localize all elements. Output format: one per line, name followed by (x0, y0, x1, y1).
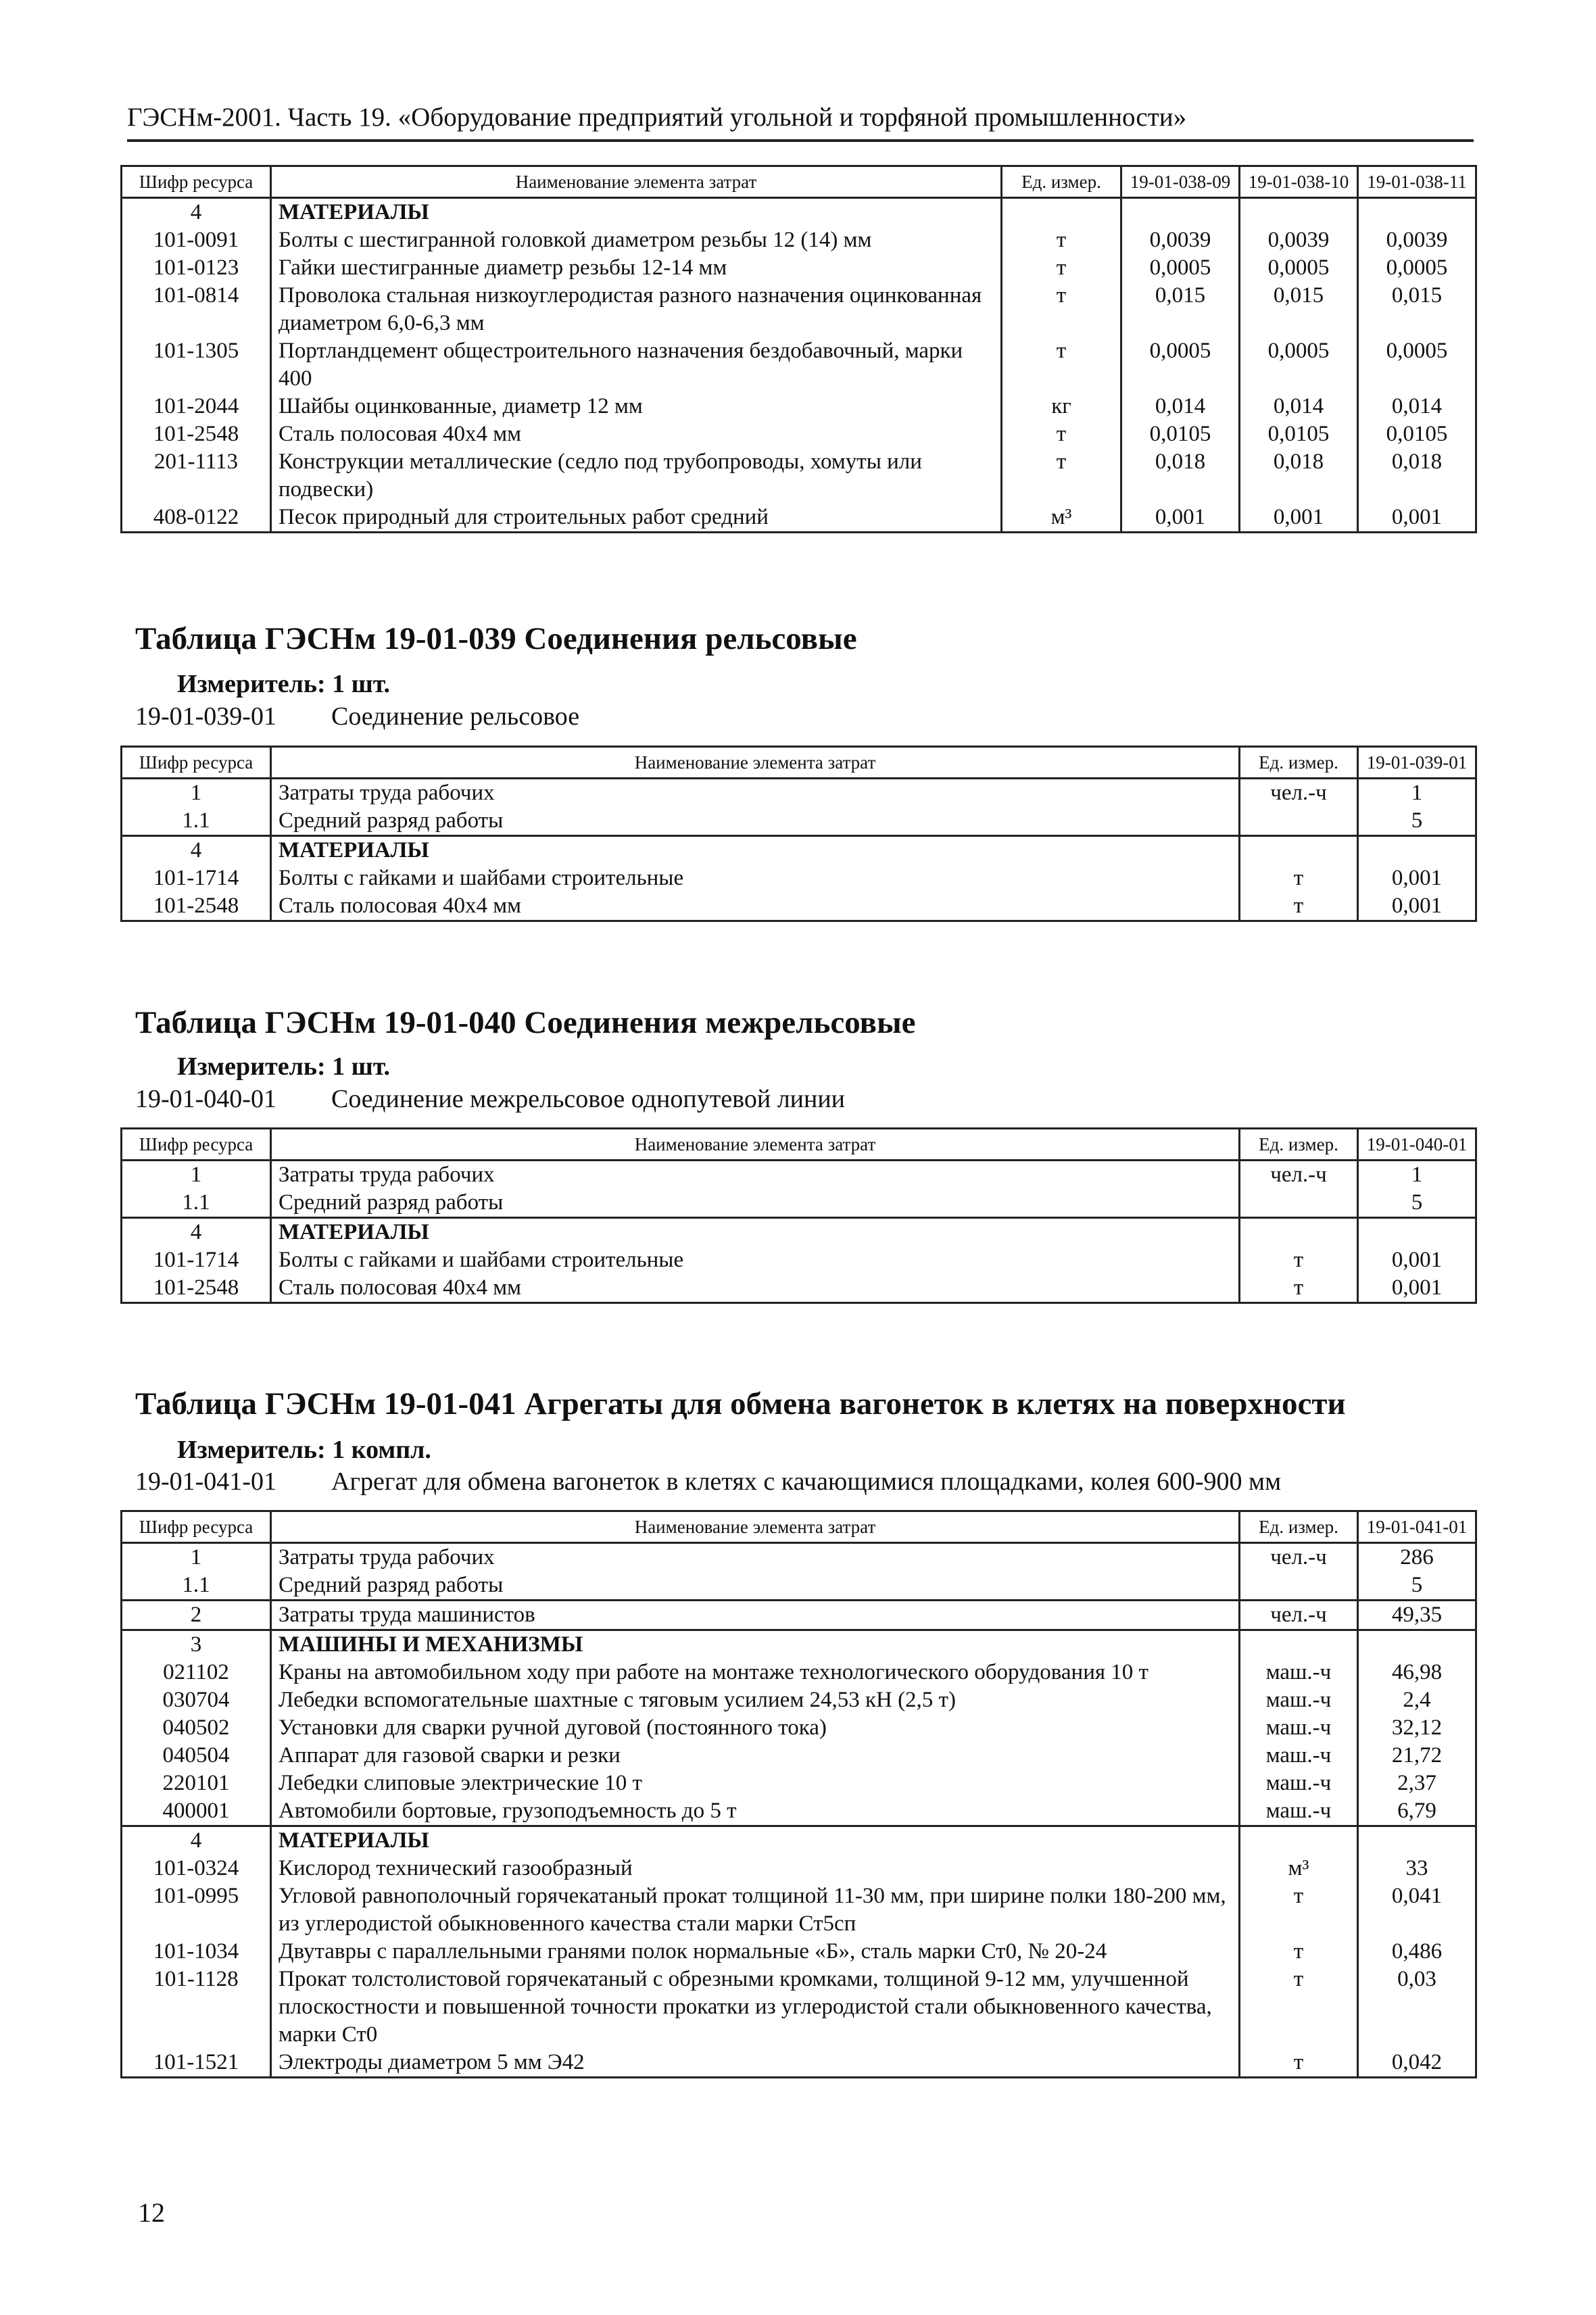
resource-code: 101-1034 (122, 1938, 271, 1966)
value: 6,79 (1358, 1797, 1476, 1826)
value: 0,0039 (1121, 226, 1240, 254)
norm-code: 19-01-040-01 (135, 1085, 276, 1113)
col-header-code: Шифр ресурса (122, 166, 271, 198)
table-row (122, 1601, 1476, 1630)
col-header-code: Шифр ресурса (122, 1511, 271, 1543)
resource-code: 030704 (122, 1686, 271, 1714)
value: 0,001 (1358, 1246, 1476, 1274)
measure-unit: Измеритель: 1 шт. (177, 670, 391, 698)
resource-name: Лебедки слиповые электрические 10 т (271, 1770, 1240, 1797)
section-code: 4 (122, 198, 271, 227)
table-row (122, 1161, 1476, 1190)
resource-name: Сталь полосовая 40х4 мм (271, 1274, 1240, 1303)
col-header-unit: Ед. измер. (1002, 166, 1121, 198)
resource-code: 400001 (122, 1797, 271, 1826)
unit: т (1240, 2049, 1358, 2078)
value: 0,0039 (1358, 226, 1476, 254)
unit: м³ (1002, 504, 1121, 533)
table-title: Таблица ГЭСНм 19-01-040 Соединения межрельсовые (135, 1005, 916, 1040)
value: 0,018 (1240, 448, 1358, 504)
value: 0,0005 (1240, 254, 1358, 282)
table-row (122, 807, 1476, 836)
col-header-rate: 19-01-038-09 (1121, 166, 1240, 198)
resource-name: Кислород технический газообразный (271, 1855, 1240, 1882)
table-040 (120, 1127, 1477, 1304)
unit: кг (1002, 393, 1121, 420)
value: 0,001 (1121, 504, 1240, 533)
table-row (122, 864, 1476, 892)
table-row (122, 448, 1476, 504)
value: 0,014 (1240, 393, 1358, 420)
unit: т (1002, 254, 1121, 282)
value: 0,015 (1240, 282, 1358, 337)
norm-name: Агрегат для обмена вагонеток в клетях с качающимися площадками, колея 600-900 мм (331, 1467, 1282, 1496)
norm-name: Соединение рельсовое (331, 702, 580, 731)
value: 0,001 (1358, 504, 1476, 533)
table-row (122, 1246, 1476, 1274)
value: 0,0005 (1358, 254, 1476, 282)
norm-code: 19-01-041-01 (135, 1467, 276, 1496)
resource-code: 101-1521 (122, 2049, 271, 2078)
unit: чел.-ч (1240, 779, 1358, 808)
unit: маш.-ч (1240, 1797, 1358, 1826)
table-row (122, 1571, 1476, 1601)
unit (1240, 1189, 1358, 1218)
unit: маш.-ч (1240, 1686, 1358, 1714)
resource-code: 101-0995 (122, 1882, 271, 1938)
section-label: МАТЕРИАЛЫ (271, 198, 1002, 227)
resource-code: 201-1113 (122, 448, 271, 504)
resource-name: Электроды диаметром 5 мм Э42 (271, 2049, 1240, 2078)
resource-name: Двутавры с параллельными гранями полок нормальные «Б», сталь марки Ст0, № 20-24 (271, 1938, 1240, 1966)
value: 0,041 (1358, 1882, 1476, 1938)
section-code: 4 (122, 1826, 271, 1855)
resource-code: 101-1714 (122, 864, 271, 892)
resource-code: 1.1 (122, 1571, 271, 1601)
resource-code: 1 (122, 779, 271, 808)
table-row (122, 1189, 1476, 1218)
table-row (122, 1882, 1476, 1938)
unit: маш.-ч (1240, 1659, 1358, 1686)
value: 286 (1358, 1543, 1476, 1572)
table-039 (120, 746, 1477, 922)
unit: т (1002, 420, 1121, 448)
resource-code: 1 (122, 1161, 271, 1190)
value: 0,001 (1240, 504, 1358, 533)
resource-name: Затраты труда рабочих (271, 1161, 1240, 1190)
value: 0,018 (1358, 448, 1476, 504)
unit: чел.-ч (1240, 1543, 1358, 1572)
value: 0,015 (1358, 282, 1476, 337)
col-header-name: Наименование элемента затрат (271, 747, 1240, 779)
col-header-rate: 19-01-038-10 (1240, 166, 1358, 198)
table-title: Таблица ГЭСНм 19-01-039 Соединения рельсовые (135, 621, 857, 656)
unit: т (1240, 1882, 1358, 1938)
value: 1 (1358, 779, 1476, 808)
table-row (122, 254, 1476, 282)
resource-name: Конструкции металлические (седло под трубопроводы, хомуты или подвески) (271, 448, 1002, 504)
value: 0,0105 (1240, 420, 1358, 448)
resource-code: 101-1305 (122, 337, 271, 393)
resource-code: 1.1 (122, 1189, 271, 1218)
table-row (122, 1938, 1476, 1966)
resource-code: 1 (122, 1543, 271, 1572)
unit (1240, 807, 1358, 836)
table-row (122, 1797, 1476, 1826)
value: 0,001 (1358, 892, 1476, 921)
table-title: Таблица ГЭСНм 19-01-041 Агрегаты для обмена вагонеток в клетях на поверхности (135, 1386, 1346, 1421)
resource-name: Болты с шестигранной головкой диаметром резьбы 12 (14) мм (271, 226, 1002, 254)
unit: т (1002, 448, 1121, 504)
resource-name: Средний разряд работы (271, 1189, 1240, 1218)
resource-name: Затраты труда машинистов (271, 1601, 1240, 1630)
value: 5 (1358, 1571, 1476, 1601)
value: 0,018 (1121, 448, 1240, 504)
value: 5 (1358, 807, 1476, 836)
section-label: МАТЕРИАЛЫ (271, 836, 1240, 865)
resource-name: Средний разряд работы (271, 807, 1240, 836)
table-038-materials (120, 165, 1477, 533)
col-header-unit: Ед. измер. (1240, 1511, 1358, 1543)
table-row (122, 1742, 1476, 1770)
unit: т (1002, 337, 1121, 393)
col-header-rate: 19-01-038-11 (1358, 166, 1476, 198)
resource-name: Гайки шестигранные диаметр резьбы 12-14 мм (271, 254, 1002, 282)
unit: чел.-ч (1240, 1601, 1358, 1630)
resource-name: Проволока стальная низкоуглеродистая разного назначения оцинкованная диаметром 6,0-6,3 мм (271, 282, 1002, 337)
section-row (122, 1218, 1476, 1247)
resource-code: 101-2548 (122, 892, 271, 921)
table-row (122, 1714, 1476, 1742)
section-code: 4 (122, 836, 271, 865)
resource-name: Установки для сварки ручной дуговой (постоянного тока) (271, 1714, 1240, 1742)
value: 21,72 (1358, 1742, 1476, 1770)
value: 0,014 (1358, 393, 1476, 420)
resource-name: Угловой равнополочный горячекатаный прокат толщиной 11-30 мм, при ширине полки 180-200 мм, из углеродистой обыкновенного качества стали марки Ст5сп (271, 1882, 1240, 1938)
value: 0,014 (1121, 393, 1240, 420)
unit: т (1240, 1246, 1358, 1274)
table-row (122, 226, 1476, 254)
resource-name: Автомобили бортовые, грузоподъемность до 5 т (271, 1797, 1240, 1826)
resource-name: Прокат толстолистовой горячекатаный с обрезными кромками, толщиной 9-12 мм, улучшенной плоскостности и повышенной точности прокатки из углеродистой стали обыкновенного качества, марки Ст0 (271, 1966, 1240, 2049)
section-code: 3 (122, 1630, 271, 1659)
col-header-code: Шифр ресурса (122, 1129, 271, 1161)
table-row (122, 282, 1476, 337)
col-header-rate: 19-01-040-01 (1358, 1129, 1476, 1161)
unit: маш.-ч (1240, 1714, 1358, 1742)
value: 33 (1358, 1855, 1476, 1882)
norm-code: 19-01-039-01 (135, 702, 276, 731)
section-code: 4 (122, 1218, 271, 1247)
norm-item (135, 1467, 1281, 1496)
value: 32,12 (1358, 1714, 1476, 1742)
norm-name: Соединение межрельсовое однопутевой линии (331, 1085, 845, 1113)
resource-code: 040504 (122, 1742, 271, 1770)
section-row (122, 836, 1476, 865)
col-header-name: Наименование элемента затрат (271, 1511, 1240, 1543)
resource-name: Болты с гайками и шайбами строительные (271, 1246, 1240, 1274)
section-row (122, 1826, 1476, 1855)
resource-code: 220101 (122, 1770, 271, 1797)
col-header-rate: 19-01-039-01 (1358, 747, 1476, 779)
resource-code: 101-2548 (122, 1274, 271, 1303)
section-label: МАТЕРИАЛЫ (271, 1826, 1240, 1855)
table-row (122, 2049, 1476, 2078)
value: 0,001 (1358, 1274, 1476, 1303)
resource-code: 101-0123 (122, 254, 271, 282)
resource-code: 021102 (122, 1659, 271, 1686)
unit: т (1002, 282, 1121, 337)
col-header-code: Шифр ресурса (122, 747, 271, 779)
resource-code: 101-2044 (122, 393, 271, 420)
unit: т (1240, 1274, 1358, 1303)
resource-name: Затраты труда рабочих (271, 779, 1240, 808)
table-row (122, 1543, 1476, 1572)
measure-unit: Измеритель: 1 компл. (177, 1436, 431, 1464)
value: 0,0005 (1121, 254, 1240, 282)
resource-name: Сталь полосовая 40х4 мм (271, 420, 1002, 448)
section-label: МАТЕРИАЛЫ (271, 1218, 1240, 1247)
resource-name: Песок природный для строительных работ средний (271, 504, 1002, 533)
table-row (122, 337, 1476, 393)
value: 0,0005 (1240, 337, 1358, 393)
section-row (122, 1630, 1476, 1659)
value: 0,042 (1358, 2049, 1476, 2078)
resource-code: 101-2548 (122, 420, 271, 448)
value: 0,0005 (1121, 337, 1240, 393)
value: 1 (1358, 1161, 1476, 1190)
resource-name: Портландцемент общестроительного назначения бездобавочный, марки 400 (271, 337, 1002, 393)
resource-name: Краны на автомобильном ходу при работе на монтаже технологического оборудования 10 т (271, 1659, 1240, 1686)
resource-code: 101-1714 (122, 1246, 271, 1274)
col-header-unit: Ед. измер. (1240, 1129, 1358, 1161)
resource-name: Сталь полосовая 40х4 мм (271, 892, 1240, 921)
table-row (122, 420, 1476, 448)
unit: м³ (1240, 1855, 1358, 1882)
table-row (122, 1274, 1476, 1303)
unit: маш.-ч (1240, 1742, 1358, 1770)
table-row (122, 1966, 1476, 2049)
norm-item (135, 1084, 845, 1114)
table-row (122, 1770, 1476, 1797)
table-header-row (122, 747, 1476, 779)
resource-code: 408-0122 (122, 504, 271, 533)
value: 0,486 (1358, 1938, 1476, 1966)
table-header-row (122, 166, 1476, 198)
unit: т (1002, 226, 1121, 254)
unit: т (1240, 1938, 1358, 1966)
value: 0,015 (1121, 282, 1240, 337)
resource-code: 101-0814 (122, 282, 271, 337)
resource-name: Шайбы оцинкованные, диаметр 12 мм (271, 393, 1002, 420)
value: 0,0039 (1240, 226, 1358, 254)
norm-item (135, 702, 579, 731)
value: 2,4 (1358, 1686, 1476, 1714)
value: 0,03 (1358, 1966, 1476, 2049)
table-row (122, 1686, 1476, 1714)
value: 0,0005 (1358, 337, 1476, 393)
unit: т (1240, 1966, 1358, 2049)
value: 2,37 (1358, 1770, 1476, 1797)
unit: т (1240, 892, 1358, 921)
col-header-unit: Ед. измер. (1240, 747, 1358, 779)
table-row (122, 779, 1476, 808)
resource-code: 040502 (122, 1714, 271, 1742)
unit: маш.-ч (1240, 1770, 1358, 1797)
table-header-row (122, 1129, 1476, 1161)
value: 0,001 (1358, 864, 1476, 892)
page-number: 12 (138, 2197, 165, 2228)
col-header-rate: 19-01-041-01 (1358, 1511, 1476, 1543)
table-row (122, 504, 1476, 533)
unit: чел.-ч (1240, 1161, 1358, 1190)
resource-name: Аппарат для газовой сварки и резки (271, 1742, 1240, 1770)
unit (1240, 1571, 1358, 1601)
running-header: ГЭСНм-2001. Часть 19. «Оборудование предприятий угольной и торфяной промышленности» (127, 100, 1474, 142)
resource-code: 1.1 (122, 807, 271, 836)
table-row (122, 892, 1476, 921)
resource-name: Средний разряд работы (271, 1571, 1240, 1601)
table-row (122, 393, 1476, 420)
resource-name: Болты с гайками и шайбами строительные (271, 864, 1240, 892)
resource-code: 101-0091 (122, 226, 271, 254)
unit: т (1240, 864, 1358, 892)
table-header-row (122, 1511, 1476, 1543)
col-header-name: Наименование элемента затрат (271, 1129, 1240, 1161)
measure-unit: Измеритель: 1 шт. (177, 1052, 391, 1081)
section-label: МАШИНЫ И МЕХАНИЗМЫ (271, 1630, 1240, 1659)
table-row (122, 1855, 1476, 1882)
col-header-name: Наименование элемента затрат (271, 166, 1002, 198)
value: 0,0105 (1358, 420, 1476, 448)
resource-name: Лебедки вспомогательные шахтные с тяговым усилием 24,53 кН (2,5 т) (271, 1686, 1240, 1714)
table-row (122, 1659, 1476, 1686)
resource-code: 101-1128 (122, 1966, 271, 2049)
resource-name: Затраты труда рабочих (271, 1543, 1240, 1572)
value: 49,35 (1358, 1601, 1476, 1630)
value: 5 (1358, 1189, 1476, 1218)
section-row (122, 198, 1476, 227)
resource-code: 101-0324 (122, 1855, 271, 1882)
value: 46,98 (1358, 1659, 1476, 1686)
value: 0,0105 (1121, 420, 1240, 448)
table-041 (120, 1510, 1477, 2078)
resource-code: 2 (122, 1601, 271, 1630)
